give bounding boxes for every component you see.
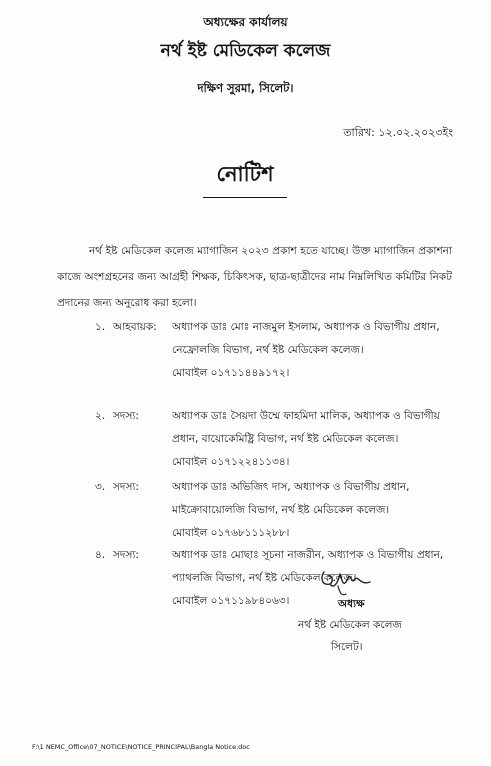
member-line: প্যাথলজি বিভাগ, নর্থ ইষ্ট মেডিকেল কলেজ। [172, 572, 357, 584]
committee-member-1 [95, 316, 475, 385]
member-role: আহবায়ক: [113, 321, 157, 333]
member-line: প্রধান, বায়োকেমিষ্ট্রি বিভাগ, নর্থ ইষ্ট মেডিকেল কলেজ। [172, 433, 399, 445]
member-number: ২. [95, 410, 106, 422]
signatory-title: অধ্যক্ষ [338, 598, 365, 610]
office-heading: অধ্যক্ষের কার্যালয় [203, 15, 288, 29]
member-number: ৪. [95, 549, 106, 561]
notice-date: তারিখ: ১২.০২.২০২৩ইং [343, 126, 453, 139]
member-role: সদস্য: [113, 549, 139, 561]
member-mobile: মোবাইল ০১৭১২২৪১১৩৪। [172, 456, 290, 468]
notice-title: নোটিশ [203, 158, 287, 198]
committee-member-4 [95, 544, 475, 613]
member-number: ১. [95, 321, 106, 333]
member-mobile: মোবাইল ০১৭১১৯৮৪০৬৩। [172, 595, 290, 607]
college-address: দক্ষিণ সুরমা, সিলেট। [197, 81, 294, 95]
member-line: মাইক্রোবায়োলজি বিভাগ, নর্থ ইষ্ট মেডিকেল কলেজ। [172, 504, 390, 516]
handwritten-signature [318, 564, 374, 598]
member-line: অধ্যাপক ডাঃ মোছাঃ সূচনা নাজরীন, অধ্যাপক ও বিভাগীয় প্রধান, [172, 549, 444, 561]
signatory-college: নর্থ ইষ্ট মেডিকেল কলেজ [298, 619, 402, 631]
college-name: নর্থ ইষ্ট মেডিকেল কলেজ [160, 41, 331, 61]
member-role: সদস্য: [113, 481, 139, 493]
member-mobile: মোবাইল ০১৭৬৮১১১২৮৮। [172, 527, 290, 539]
committee-member-3 [95, 476, 475, 545]
file-path: F:\1 NEMC_Office\07_NOTICE\NOTICE_PRINCIPAL\Bangla Notice.doc [32, 743, 250, 751]
notice-body [57, 238, 452, 316]
member-number: ৩. [95, 481, 106, 493]
member-mobile: মোবাইল ০১৭১১৪৪৯১৭২। [172, 367, 290, 379]
member-line: অধ্যাপক ডাঃ অভিজিৎ দাস, অধ্যাপক ও বিভাগীয় প্রধান, [172, 481, 410, 493]
member-role: সদস্য: [113, 410, 139, 422]
member-line: নেফ্রোলজি বিভাগ, নর্থ ইষ্ট মেডিকেল কলেজ। [172, 344, 364, 356]
committee-member-2 [95, 405, 475, 474]
signatory-place: সিলেট। [331, 641, 363, 653]
member-line: অধ্যাপক ডাঃ সৈয়দা উম্মে ফাহমিদা মালিক, অধ্যাপক ও বিভাগীয় [172, 410, 440, 422]
member-line: অধ্যাপক ডাঃ মোঃ নাজমুল ইসলাম, অধ্যাপক ও বিভাগীয় প্রধান, [172, 321, 440, 333]
notice-body-text: নর্থ ইষ্ট মেডিকেল কলেজ ম্যাগাজিন ২০২৩ প্রকাশ হতে যাচ্ছে। উক্ত ম্যাগাজিন প্রকাশনা কাজে অংশগ্রহনের জন্য আগ্রহী শিক্ষক, চিকিৎসক, ছাত্র-ছাত্রীদের নাম নিম্নলিখিত কমিটির নিকট প্রদানের জন্য অনুরোধ করা হলো। [57, 245, 452, 309]
